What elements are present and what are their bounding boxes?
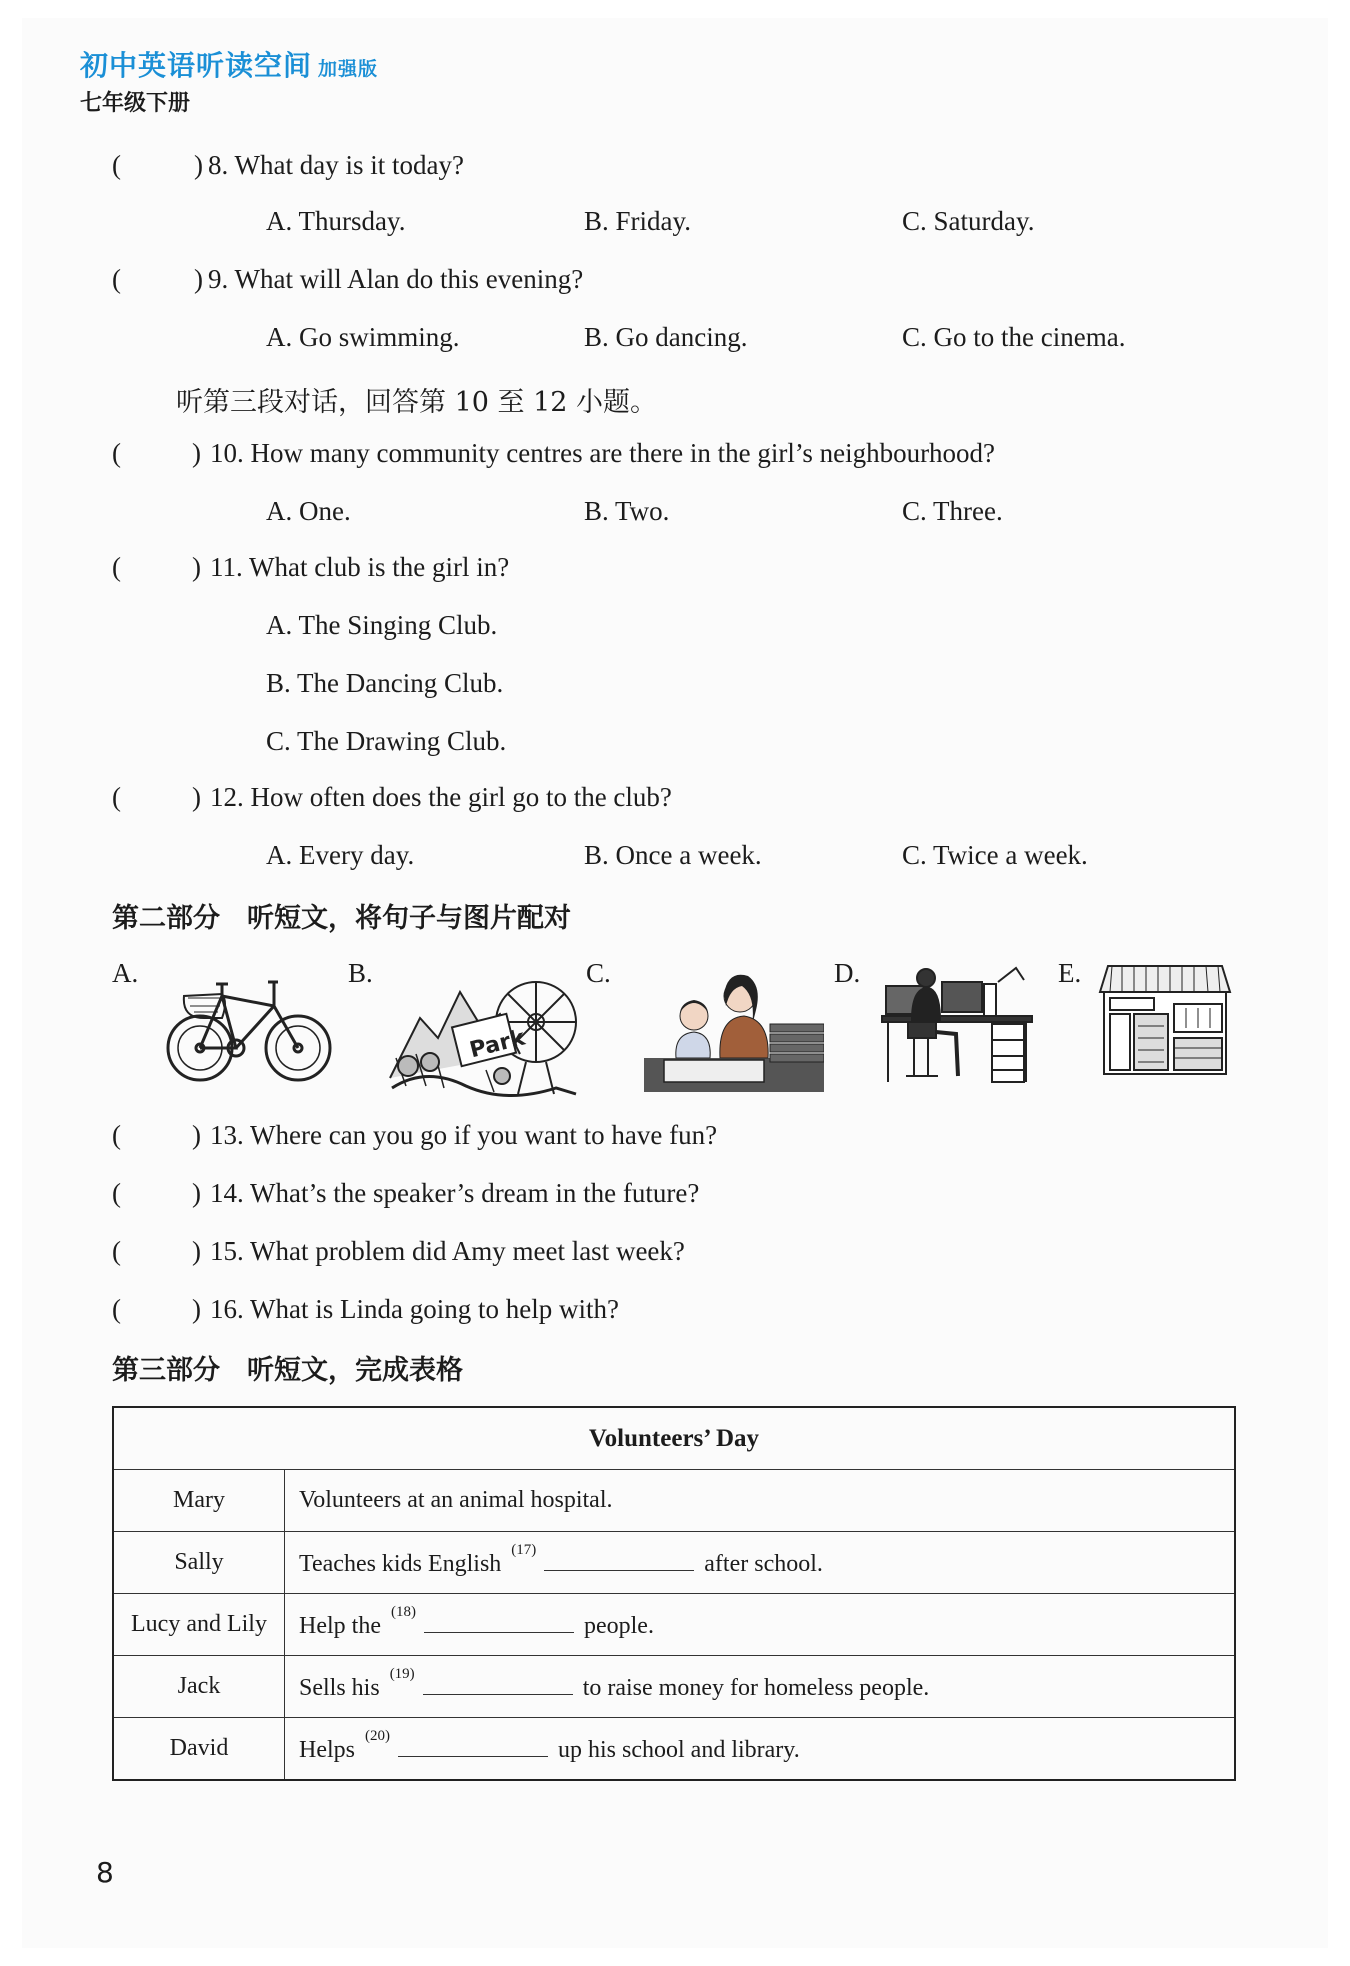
question-text: 16. What is Linda going to help with? bbox=[210, 1294, 619, 1324]
picture-label-a: A. bbox=[112, 958, 139, 988]
part2-title: 第二部分 听短文，将句子与图片配对 bbox=[112, 903, 571, 934]
question-text: 8. What day is it today? bbox=[208, 150, 464, 180]
answer-bracket-open: ( bbox=[112, 1120, 121, 1150]
part3-title: 第三部分 听短文，完成表格 bbox=[112, 1355, 463, 1386]
answer-bracket-open: ( bbox=[112, 552, 121, 582]
answer-bracket-open: ( bbox=[112, 782, 121, 812]
answer-bracket-close: ) bbox=[192, 438, 201, 468]
option-a: A. The Singing Club. bbox=[266, 610, 498, 640]
answer-bracket-open: ( bbox=[112, 438, 121, 468]
person-name: Lucy and Lily bbox=[113, 1594, 285, 1656]
answer-bracket-open: ( bbox=[112, 264, 121, 294]
page-number: 8 bbox=[96, 1856, 114, 1889]
blank-number: (19) bbox=[389, 1665, 415, 1682]
answer-blank[interactable] bbox=[424, 1610, 574, 1633]
option-a: A. Go swimming. bbox=[266, 322, 460, 352]
question-text: 13. Where can you go if you want to have fun? bbox=[210, 1120, 718, 1150]
answer-bracket-close: ) bbox=[192, 782, 201, 812]
answer-blank[interactable] bbox=[423, 1672, 573, 1695]
amusement-park-icon bbox=[386, 958, 582, 1104]
table-row bbox=[113, 1594, 1235, 1656]
question-text: 10. How many community centres are there in the girl’s neighbourhood? bbox=[210, 438, 996, 468]
activity-cell: Helps$^{(20)}$up his school and library. bbox=[285, 1718, 1236, 1781]
person-name: Mary bbox=[113, 1470, 285, 1532]
answer-bracket-close: ) bbox=[192, 1236, 201, 1266]
teacher-student-icon bbox=[644, 966, 824, 1092]
answer-blank[interactable] bbox=[544, 1548, 694, 1571]
option-a: A. One. bbox=[266, 496, 351, 526]
picture-label-c: C. bbox=[586, 958, 611, 988]
person-name: Sally bbox=[113, 1532, 285, 1594]
blank-number: (17) bbox=[511, 1541, 537, 1558]
picture-label-d: D. bbox=[834, 958, 861, 988]
blank-number: (18) bbox=[390, 1603, 416, 1620]
answer-blank[interactable] bbox=[398, 1734, 548, 1757]
activity-cell: Volunteers at an animal hospital. bbox=[285, 1470, 1236, 1532]
activity-cell: Sells his$^{(19)}$to raise money for homeless people. bbox=[285, 1656, 1236, 1718]
answer-bracket-close: ) bbox=[194, 150, 203, 180]
answer-bracket-close: ) bbox=[192, 1178, 201, 1208]
park-sign-text: Park bbox=[467, 1025, 528, 1064]
option-c: C. Three. bbox=[902, 496, 1003, 526]
option-b: B. Go dancing. bbox=[584, 322, 748, 352]
question-text: 14. What’s the speaker’s dream in the future? bbox=[210, 1178, 700, 1208]
picture-label-b: B. bbox=[348, 958, 373, 988]
office-worker-icon bbox=[880, 964, 1034, 1084]
picture-label-e: E. bbox=[1058, 958, 1082, 988]
bookstore-icon bbox=[1098, 964, 1232, 1076]
activity-cell: Help the$^{(18)}$people. bbox=[285, 1594, 1236, 1656]
answer-bracket-close: ) bbox=[192, 1294, 201, 1324]
option-b: B. Once a week. bbox=[584, 840, 762, 870]
answer-bracket-open: ( bbox=[112, 1294, 121, 1324]
bicycle-icon bbox=[164, 962, 336, 1086]
table-row bbox=[113, 1718, 1235, 1781]
table-row bbox=[113, 1470, 1235, 1532]
activity-cell: Teaches kids English$^{(17)}$after school. bbox=[285, 1532, 1236, 1594]
question-text: 11. What club is the girl in? bbox=[210, 552, 510, 582]
table-header-row bbox=[113, 1407, 1235, 1470]
answer-bracket-close: ) bbox=[192, 1120, 201, 1150]
option-a: A. Every day. bbox=[266, 840, 415, 870]
answer-bracket-close: ) bbox=[192, 552, 201, 582]
person-name: Jack bbox=[113, 1656, 285, 1718]
blank-number: (20) bbox=[365, 1727, 390, 1744]
table-row bbox=[113, 1532, 1235, 1594]
person-name: David bbox=[113, 1718, 285, 1781]
option-b: B. Friday. bbox=[584, 206, 691, 236]
table-row bbox=[113, 1656, 1235, 1718]
question-text: 12. How often does the girl go to the club? bbox=[210, 782, 672, 812]
option-c: C. The Drawing Club. bbox=[266, 726, 507, 756]
table-title: Volunteers’ Day bbox=[113, 1407, 1235, 1470]
option-b: B. The Dancing Club. bbox=[266, 668, 504, 698]
book-edition: 加强版 bbox=[318, 58, 379, 80]
option-b: B. Two. bbox=[584, 496, 670, 526]
answer-bracket-close: ) bbox=[194, 264, 203, 294]
dialogue-instruction: 听第三段对话，回答第 10 至 12 小题。 bbox=[176, 387, 658, 418]
answer-bracket-open: ( bbox=[112, 1178, 121, 1208]
option-c: C. Go to the cinema. bbox=[902, 322, 1126, 352]
option-c: C. Twice a week. bbox=[902, 840, 1088, 870]
question-text: 9. What will Alan do this evening? bbox=[208, 264, 584, 294]
book-grade: 七年级下册 bbox=[80, 91, 191, 116]
volunteers-table bbox=[112, 1406, 1236, 1781]
option-c: C. Saturday. bbox=[902, 206, 1035, 236]
question-text: 15. What problem did Amy meet last week? bbox=[210, 1236, 685, 1266]
answer-bracket-open: ( bbox=[112, 150, 121, 180]
book-title: 初中英语听读空间 加强版 bbox=[80, 49, 379, 82]
answer-bracket-open: ( bbox=[112, 1236, 121, 1266]
option-a: A. Thursday. bbox=[266, 206, 406, 236]
